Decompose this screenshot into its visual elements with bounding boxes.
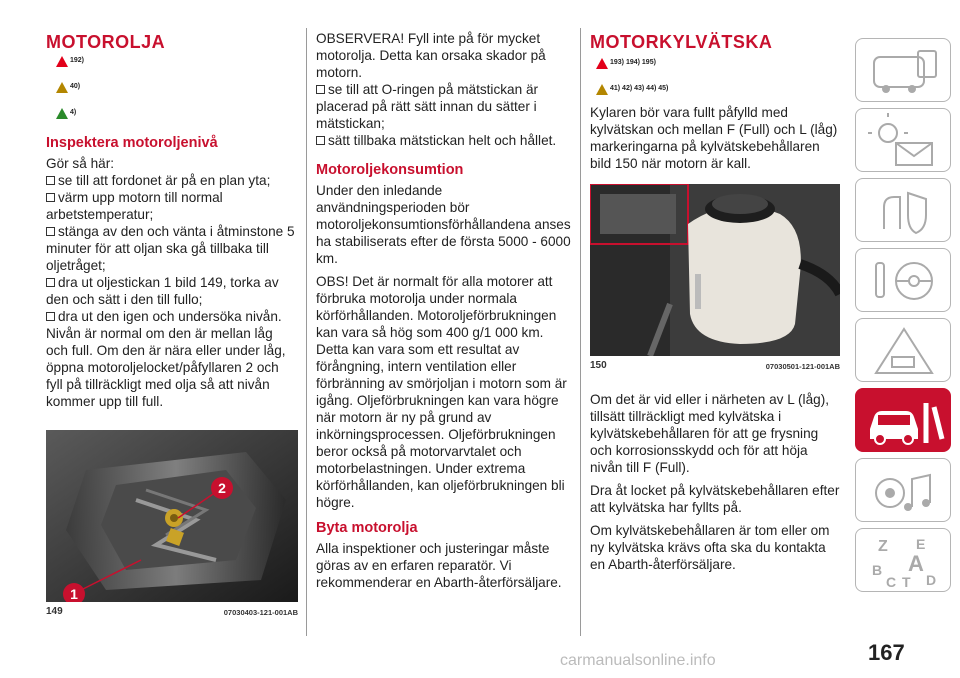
page-number: 167 <box>868 640 905 665</box>
multimedia-icon <box>856 459 952 523</box>
car-service-icon <box>856 389 952 453</box>
section-title-kylvatska: MOTORKYLVÄTSKA <box>590 32 773 52</box>
middle-column <box>316 30 572 591</box>
tab-dashboard[interactable] <box>855 38 951 102</box>
column-divider <box>580 28 581 636</box>
warning-triangle-icon <box>596 58 608 69</box>
checkbox-bullet-icon <box>46 176 55 185</box>
tab-index[interactable] <box>855 528 951 592</box>
caution-triangle-icon <box>596 84 608 95</box>
checkbox-bullet-icon <box>46 278 55 287</box>
warning-triangle-icon <box>56 56 68 67</box>
coolant-para-3: Dra åt locket på kylvätskebehållaren efter att kylvätska har fyllts på. <box>590 483 840 515</box>
seat-safety-icon <box>856 179 952 243</box>
section-title-motorolja: MOTOROLJA <box>46 32 166 52</box>
figure-150-coolant-tank <box>590 184 840 356</box>
checkbox-bullet-icon <box>316 136 325 145</box>
checkbox-bullet-icon <box>316 85 325 94</box>
figure-149-engine-oil <box>46 430 298 602</box>
step-3: stänga av den och vänta i åtminstone 5 minuter för att oljan ska gå tillbaka till oljetråget; <box>46 224 295 273</box>
svg-text:T: T <box>902 574 911 590</box>
svg-text:C: C <box>886 574 897 590</box>
coolant-para-4: Om kylvätskebehållaren är tom eller om ny kylvätska krävs ofta ska du kontakta en Abarth-återförsäljare. <box>590 523 830 572</box>
observera-note: OBSERVERA! Fyll inte på för mycket motorolja. Detta kan orsaka skador på motorn. <box>316 31 546 80</box>
step-5: dra ut den igen och undersöka nivån. Nivån är normal om den är mellan låg och full. Om den är nära eller under låg, öppna motoroljelocket/påfyllaren 2 och fyll på tillräckligt med olja så att nivån kommer upp till full. <box>46 309 286 409</box>
svg-text:Z: Z <box>878 538 888 555</box>
warning-refs <box>56 56 156 134</box>
steering-wheel-icon <box>856 249 952 313</box>
consumption-para-2: OBS! Det är normalt för alla motorer att förbruka motorolja under normala körförhållanden. Motoroljeförbrukningen kan vara så hög som 400 g/1 000 km. Detta kan vara som ett resultat av förångning, intern ventilation eller förbränning av smörjoljan i motorn som är igång. Oljeförbrukningen kan vara högre när motorn är ny på grund av inkörningsprocessen. Oljeförbrukningen beror också på motorvarvtalet och motorbelastningen. Under extrema körförhållanden, kan oljeförbrukningen bli högre. <box>316 274 567 510</box>
coolant-para-2: Om det är vid eller i närheten av L (låg), tillsätt tillräckligt med kylvätska i kylvätskebehållaren för att ge frysning och korrosionsskydd och för att höja nivån till F (Full). <box>590 392 830 475</box>
figure-code: 07030403-121-001AB <box>223 608 298 617</box>
caution-ref-2: 41) 42) 43) 44) 45) <box>596 84 796 106</box>
svg-text:D: D <box>926 572 937 588</box>
figure-150-caption <box>590 360 840 371</box>
svg-text:E: E <box>916 536 926 552</box>
svg-text:B: B <box>872 562 883 578</box>
coolant-body <box>590 391 840 573</box>
environment-ref-1: 4) <box>56 108 156 134</box>
consumption-para-1: Under den inledande användningsperioden bör motoroljekonsumtionsförhållandena anses ha stabiliserats efter de första 5000 - 6000 km. <box>316 183 571 266</box>
figure-number: 149 <box>46 606 63 617</box>
index-icon <box>856 529 952 593</box>
car-dashboard-icon <box>856 39 952 103</box>
subsection-title-inspect: Inspektera motoroljenivå <box>46 135 218 151</box>
intro-text: Gör så här: <box>46 156 114 171</box>
coolant-para-1: Kylaren bör vara fullt påfylld med kylvätskan och mellan F (Full) och L (låg) markeringarna på kylvätskebehållaren bild 150 när motorn är kall. <box>590 105 838 171</box>
subsection-title-oil-change: Byta motorolja <box>316 520 418 536</box>
step-2: värm upp motorn till normal arbetstemperatur; <box>46 190 223 222</box>
callout-1: 1 <box>70 586 78 602</box>
tab-emergency[interactable] <box>855 318 951 382</box>
step-7: sätt tillbaka mätstickan helt och hållet. <box>316 132 572 149</box>
subsection-title-consumption: Motoroljekonsumtion <box>316 162 464 178</box>
checkbox-bullet-icon <box>46 312 55 321</box>
figure-number: 150 <box>590 360 607 371</box>
engine-cover-illustration <box>46 430 298 602</box>
environment-icon <box>56 108 68 119</box>
figure-code: 07030501-121-001AB <box>765 362 840 371</box>
emergency-icon <box>856 319 952 383</box>
watermark: carmanualsonline.info <box>560 652 716 669</box>
caution-ref-1: 40) <box>56 82 156 108</box>
tab-multimedia[interactable] <box>855 458 951 522</box>
inspect-body <box>46 155 298 410</box>
oil-change-para: Alla inspektioner och justeringar måste göras av en erfaren reparatör. Vi rekommenderar en Abarth-återförsäljare. <box>316 541 562 590</box>
coolant-tank-illustration <box>590 184 840 356</box>
warning-ref-1: 192) <box>56 56 156 82</box>
step-1: se till att fordonet är på en plan yta; <box>46 172 298 189</box>
checkbox-bullet-icon <box>46 193 55 202</box>
figure-149-caption <box>46 606 298 617</box>
checkbox-bullet-icon <box>46 227 55 236</box>
warning-ref-2: 193) 194) 195) <box>596 58 796 84</box>
tab-driving[interactable] <box>855 248 951 312</box>
svg-text:A: A <box>908 551 924 576</box>
callout-2: 2 <box>218 480 226 496</box>
warning-refs <box>596 58 796 106</box>
step-6: se till att O-ringen på mätstickan är placerad på rätt sätt innan du sätter i mätstickan; <box>316 82 539 131</box>
step-4: dra ut oljestickan 1 bild 149, torka av den och sätt i den till fullo; <box>46 275 279 307</box>
tab-safety[interactable] <box>855 178 951 242</box>
caution-triangle-icon <box>56 82 68 93</box>
column-divider <box>306 28 307 636</box>
warning-lights-icon <box>856 109 952 173</box>
tab-service-maintenance[interactable] <box>855 388 951 452</box>
tab-warning-lights[interactable] <box>855 108 951 172</box>
